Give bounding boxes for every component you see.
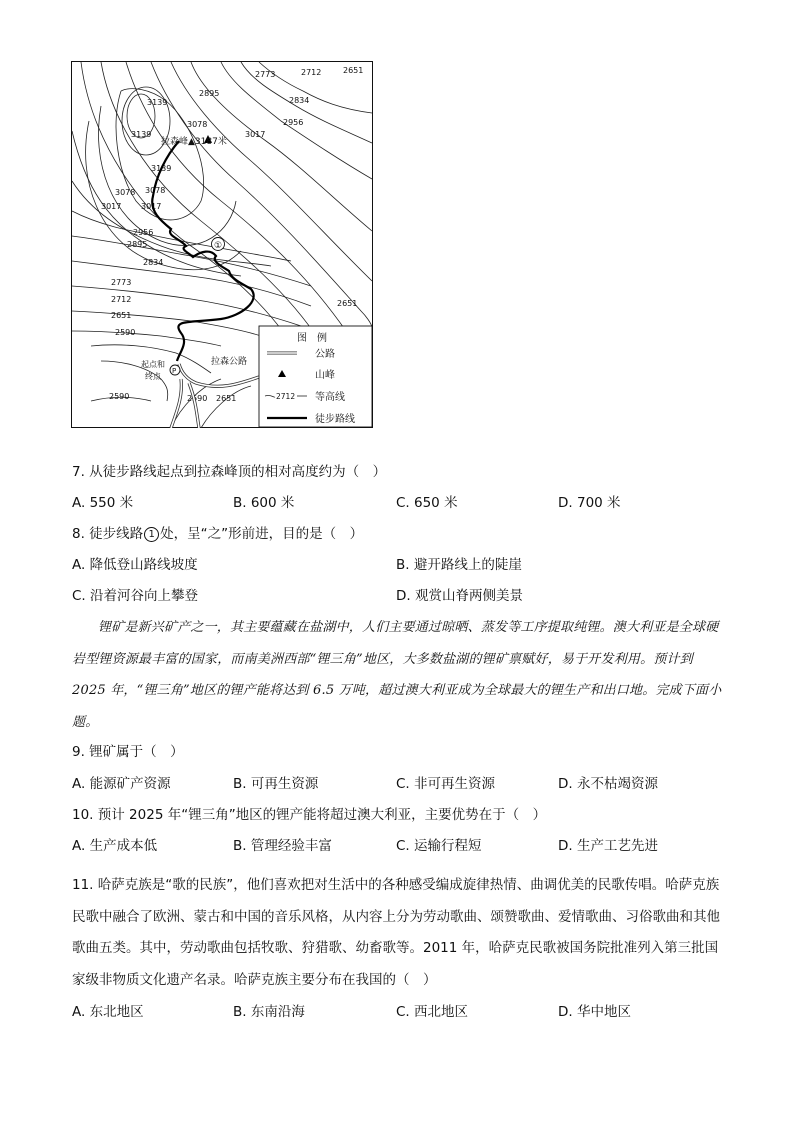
legend-route-label: 徒步路线 [315, 414, 355, 425]
contour-label: 2773 [255, 70, 276, 79]
contour-label: 3078 [115, 188, 136, 197]
contour-label: 2712 [301, 68, 322, 77]
q11-option-c[interactable]: C. 西北地区 [396, 1004, 469, 1020]
route-marker-icon: 1 [144, 527, 159, 542]
q9-option-b[interactable]: B. 可再生资源 [233, 776, 319, 792]
q10-option-a[interactable]: A. 生产成本低 [72, 838, 158, 854]
reading-passage: 锂矿是新兴矿产之一，其主要蕴藏在盐湖中，人们主要通过晾晒、蒸发等工序提取纯锂。澳大利亚是全球硬岩型锂资源最丰富的国家，而南美洲西部“锂三角”地区，大多数盐湖的锂矿禀赋好，易于开发利用。预计到 2025 年，“锂三角”地区的锂产能将达到 6.5 万吨，超过澳大利亚成为全球最大的锂生产和出口地。完成下面小题。 [72, 620, 722, 730]
topographic-map [71, 61, 373, 428]
contour-label: 3139 [147, 98, 168, 107]
q10-option-b[interactable]: B. 管理经验丰富 [233, 838, 332, 854]
contour-label: 2834 [143, 258, 164, 267]
contour-label: 2651 [111, 311, 132, 320]
road-label: 拉森公路 [211, 357, 248, 367]
q11-option-b[interactable]: B. 东南沿海 [233, 1004, 305, 1020]
peak-label: 拉森峰▲3187米 [161, 137, 227, 147]
contour-label: 3078 [145, 186, 166, 195]
contour-label: 2895 [127, 240, 148, 249]
question-8-stem [72, 525, 363, 543]
contour-label: 2590 [187, 394, 208, 403]
contour-label: 2956 [133, 228, 154, 237]
start-label: 起点和 [141, 360, 165, 369]
contour-label: 2590 [109, 392, 130, 401]
q11-option-a[interactable]: A. 东北地区 [72, 1004, 144, 1020]
parking-icon-label: P [172, 367, 177, 375]
route-marker-label: ① [214, 241, 223, 251]
q10-option-d[interactable]: D. 生产工艺先进 [558, 838, 658, 854]
contour-label: 2651 [343, 66, 364, 75]
contour-label: 2590 [115, 328, 136, 337]
contour-label: 3139 [131, 130, 152, 139]
q8-stem-part: 8. 徒步线路 [72, 526, 144, 542]
contour-label: 2895 [199, 89, 220, 98]
q8-option-c[interactable]: C. 沿着河谷向上攀登 [72, 588, 199, 604]
q9-option-c[interactable]: C. 非可再生资源 [396, 776, 496, 792]
start-label: 终点 [145, 372, 161, 381]
question-11-stem: 11. 哈萨克族是“歌的民族”，他们喜欢把对生活中的各种感受编成旋律热情、曲调优美的民歌传唱。哈萨克族民歌中融合了欧洲、蒙古和中国的音乐风格，从内容上分为劳动歌曲、颂赞歌曲、爱情歌曲、习俗歌曲和其他歌曲五类。其中，劳动歌曲包括牧歌、狩猎歌、幼畜歌等。2011 年，哈萨克民歌被国务院批准列入第三批国家级非物质文化遗产名录。哈萨克族主要分布在我国的（ ） [72, 877, 720, 988]
question-10-stem: 10. 预计 2025 年“锂三角”地区的锂产能将超过澳大利亚，主要优势在于（ ） [72, 807, 547, 823]
q8-option-a[interactable]: A. 降低登山路线坡度 [72, 557, 198, 573]
q8-option-b[interactable]: B. 避开路线上的陡崖 [396, 557, 522, 573]
legend-title: 图 例 [297, 333, 327, 344]
q8-stem-part: 处，呈“之”形前进，目的是（ ） [160, 526, 364, 542]
contour-label: 2651 [216, 394, 237, 403]
q7-option-a[interactable]: A. 550 米 [72, 495, 134, 511]
q7-option-d[interactable]: D. 700 米 [558, 495, 621, 511]
q7-option-c[interactable]: C. 650 米 [396, 495, 458, 511]
contour-label: 2651 [337, 299, 358, 308]
contour-label: 3078 [187, 120, 208, 129]
question-9-stem: 9. 锂矿属于（ ） [72, 744, 184, 760]
q10-option-c[interactable]: C. 运输行程短 [396, 838, 482, 854]
contour-label: 2773 [111, 278, 132, 287]
q7-option-b[interactable]: B. 600 米 [233, 495, 295, 511]
q9-option-a[interactable]: A. 能源矿产资源 [72, 776, 171, 792]
contour-label: 3017 [101, 202, 122, 211]
contour-label: 2956 [283, 118, 304, 127]
contour-label: 3139 [151, 164, 172, 173]
legend-road-label: 公路 [315, 349, 335, 360]
contour-label: 3017 [245, 130, 266, 139]
q8-option-d[interactable]: D. 观赏山脊两侧美景 [396, 588, 523, 604]
contour-label: 2712 [111, 295, 132, 304]
legend-peak-label: 山峰 [315, 370, 335, 381]
q9-option-d[interactable]: D. 永不枯竭资源 [558, 776, 658, 792]
legend-contour-label: 等高线 [315, 392, 345, 403]
contour-label: 3017 [141, 202, 162, 211]
contour-label: 2834 [289, 96, 310, 105]
q11-option-d[interactable]: D. 华中地区 [558, 1004, 631, 1020]
question-7-stem: 7. 从徒步路线起点到拉森峰顶的相对高度约为（ ） [72, 464, 387, 480]
legend-contour-value: 2712 [276, 392, 296, 401]
map-legend [259, 326, 372, 427]
